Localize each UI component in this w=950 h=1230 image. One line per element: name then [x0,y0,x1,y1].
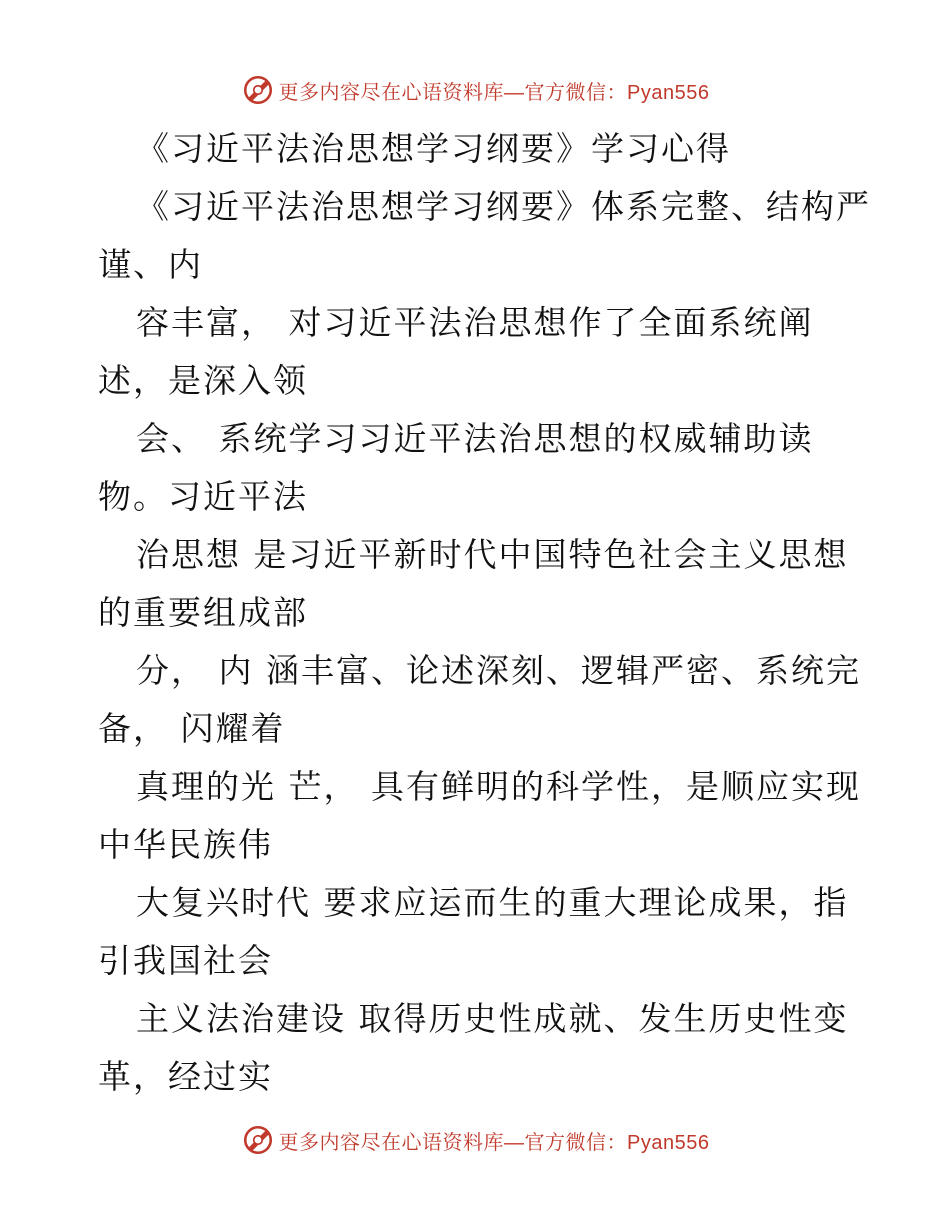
paragraph-line: 真理的光 芒， 具有鲜明的科学性，是顺应实现 [136,767,861,806]
paragraph-line: 谨、内 [98,245,203,284]
paragraph-line: 会、 系统学习习近平法治思想的权威辅助读 [136,419,814,458]
paragraph-line: 述，是深入领 [98,361,308,400]
paragraph-line: 革，经过实 [98,1057,273,1096]
paragraph-line: 的重要组成部 [98,593,308,632]
document-body [0,120,950,1106]
paragraph-line: 引我国社会 [98,941,273,980]
paragraph-line: 主义法治建设 取得历史性成就、发生历史性变 [136,999,849,1038]
paragraph-line: 分， 内 涵丰富、论述深刻、逻辑严密、系统完 [136,651,861,690]
footer-banner [0,1120,950,1160]
paragraph-line: 备， 闪耀着 [98,709,286,748]
paragraph-line: 《习近平法治思想学习纲要》体系完整、结构严 [136,187,871,226]
footer-banner-text: 更多内容尽在心语资料库—官方微信：Pyan556 [278,1131,710,1154]
document-title: 《习近平法治思想学习纲要》学习心得 [136,129,731,168]
header-banner [0,70,950,110]
paragraph-line: 物。习近平法 [98,477,308,516]
paragraph-line: 容丰富， 对习近平法治思想作了全面系统阐 [136,303,814,342]
pen-logo-icon [241,73,275,107]
pen-logo-icon [241,1123,275,1157]
paragraph-line: 大复兴时代 要求应运而生的重大理论成果，指 [136,883,849,922]
paragraph-line: 中华民族伟 [98,825,273,864]
header-banner-text: 更多内容尽在心语资料库—官方微信：Pyan556 [278,81,710,104]
paragraph-line: 治思想 是习近平新时代中国特色社会主义思想 [136,535,849,574]
